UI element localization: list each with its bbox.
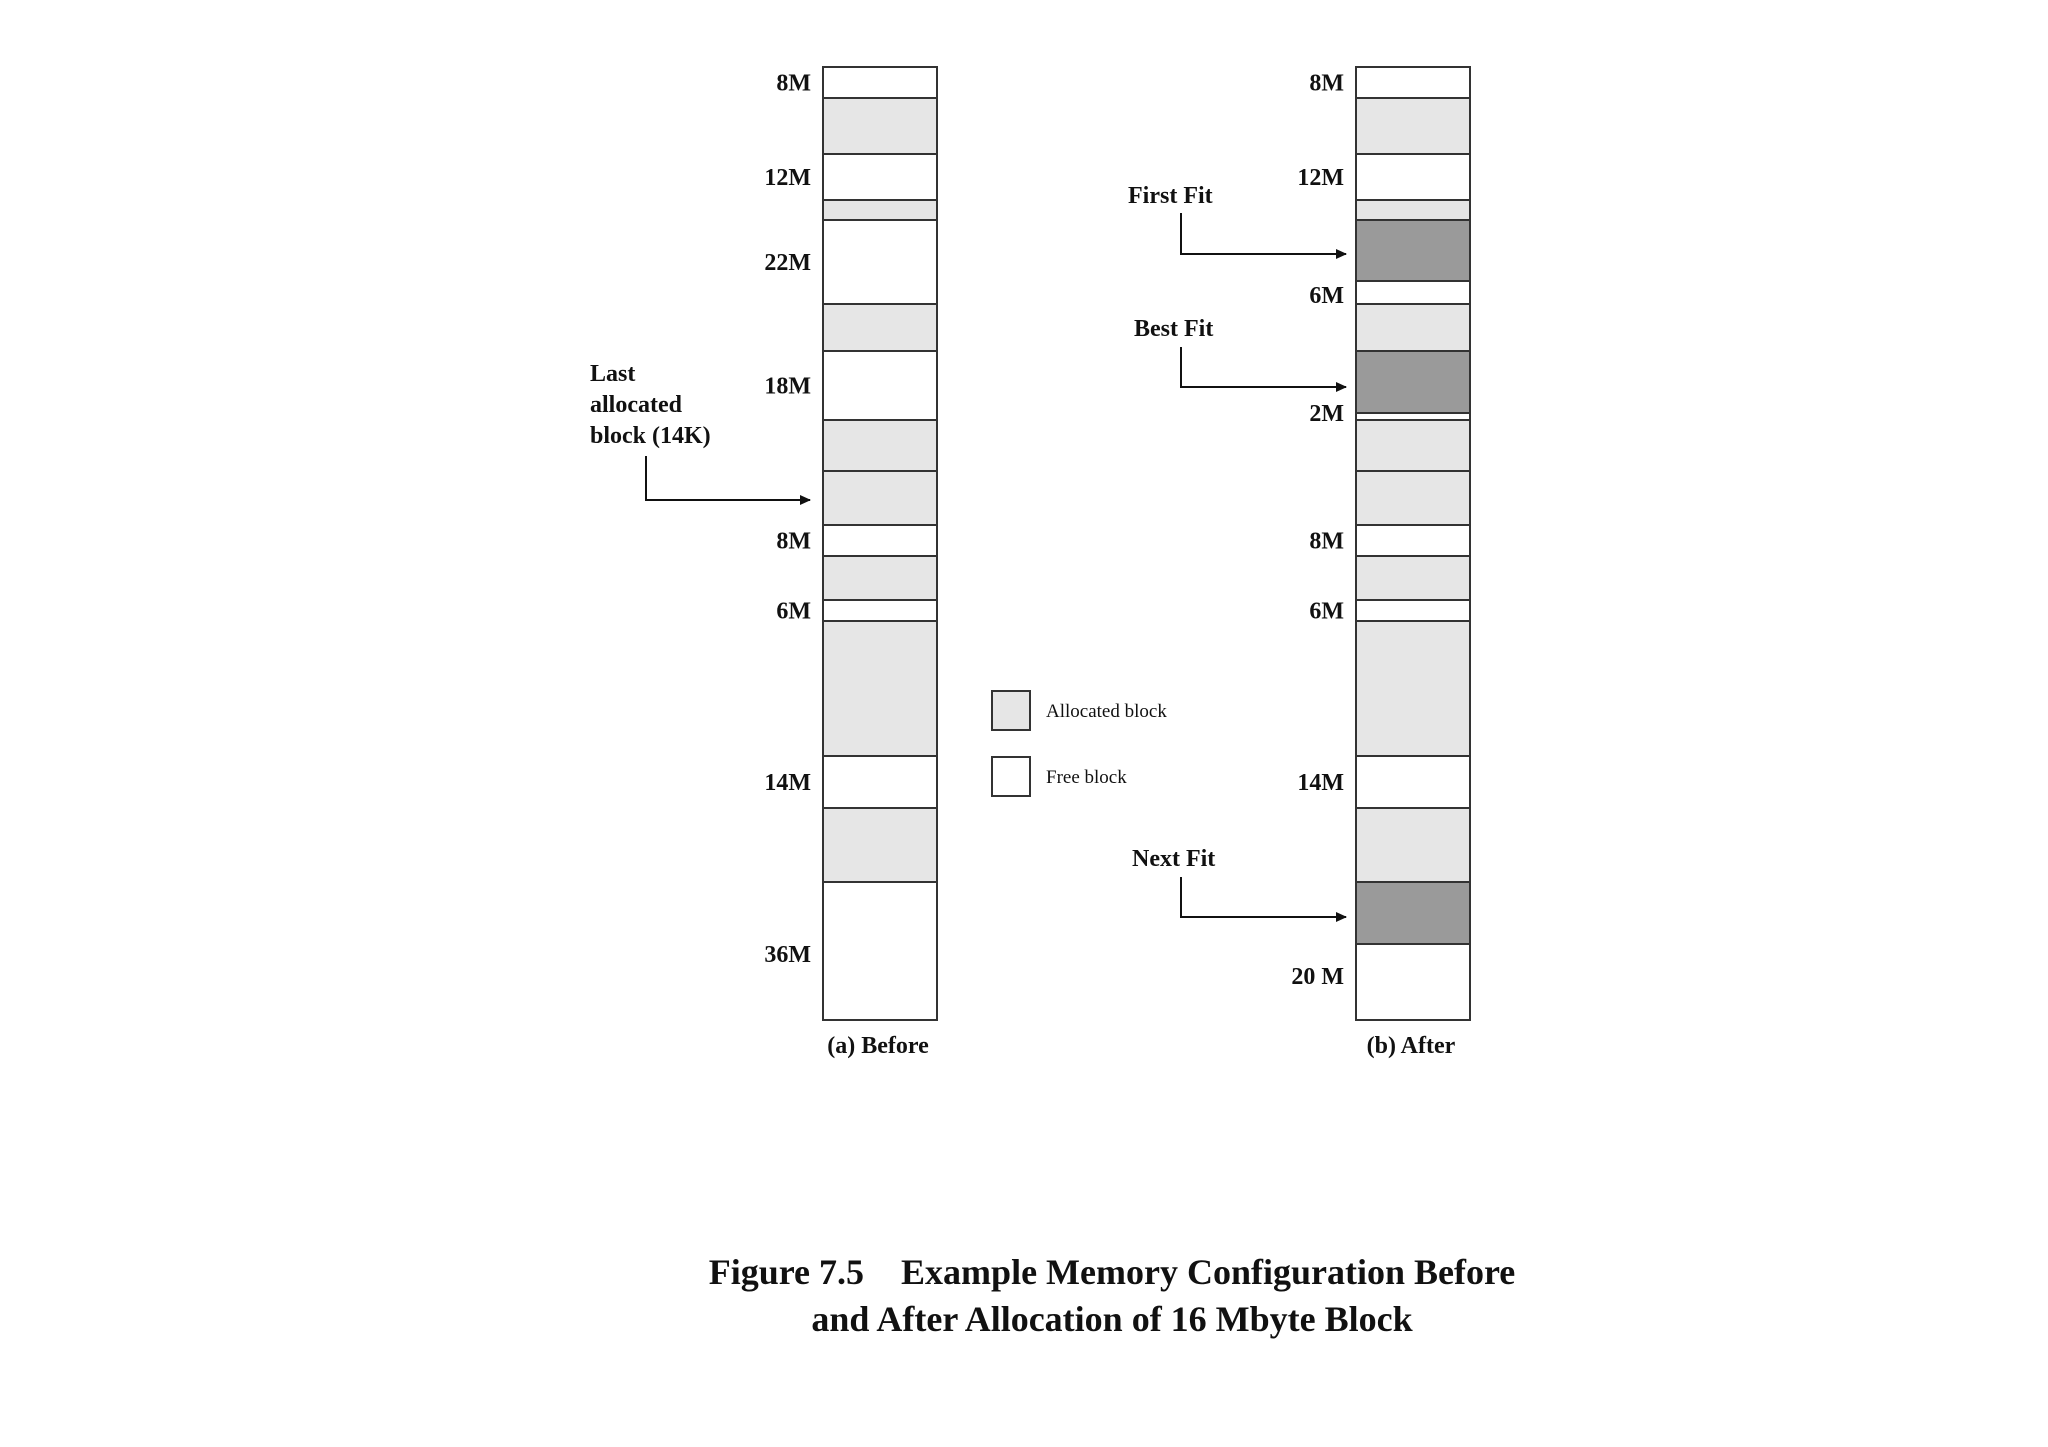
after-block-size-label-18: 20 M (1291, 964, 1344, 990)
figure-caption-line1 (709, 1252, 1516, 1292)
before-allocated-block-12 (823, 621, 937, 756)
after-free-block-0 (1356, 67, 1470, 98)
before-block-size-label-13: 14M (764, 770, 811, 796)
first-fit-label: First Fit (1128, 183, 1213, 209)
after-block-size-label-8: 2M (1309, 401, 1344, 427)
before-column-caption: (a) Before (827, 1033, 929, 1059)
before-block-size-label-0: 8M (776, 70, 811, 97)
legend-allocated-label: Allocated block (1046, 701, 1167, 722)
after-allocated-block-16 (1356, 808, 1470, 882)
next-fit-label: Next Fit (1132, 846, 1216, 872)
before-free-block-6 (823, 351, 937, 420)
after-free-block-18 (1356, 944, 1470, 1020)
after-allocated-block-6 (1356, 304, 1470, 351)
first-fit-arrow (1181, 213, 1346, 254)
best-fit-label: Best Fit (1134, 316, 1214, 342)
after-memory-column (1291, 67, 1470, 1020)
after-block-size-label-0: 8M (1309, 70, 1344, 97)
after-new-block-4 (1356, 220, 1470, 281)
before-free-block-11 (823, 600, 937, 621)
after-allocated-block-1 (1356, 98, 1470, 154)
after-allocated-block-10 (1356, 471, 1470, 525)
before-free-block-15 (823, 882, 937, 1020)
after-free-block-13 (1356, 600, 1470, 621)
before-free-block-4 (823, 220, 937, 304)
before-allocated-block-14 (823, 808, 937, 882)
before-block-size-label-15: 36M (764, 942, 811, 968)
before-block-size-label-11: 6M (776, 598, 811, 625)
after-new-block-7 (1356, 351, 1470, 413)
after-allocated-block-12 (1356, 556, 1470, 600)
after-column-caption: (b) After (1366, 1033, 1456, 1059)
after-free-block-2 (1356, 154, 1470, 200)
last-allocated-arrow (646, 456, 810, 500)
next-fit-callout (1132, 846, 1346, 917)
best-fit-callout (1134, 316, 1346, 387)
before-free-block-13 (823, 756, 937, 808)
after-new-block-17 (1356, 882, 1470, 944)
last-allocated-label-line3: block (14K) (590, 423, 711, 449)
before-allocated-block-7 (823, 420, 937, 471)
last-allocated-label-line1: Last (590, 361, 636, 387)
before-memory-column (764, 67, 937, 1020)
figure-number: Figure 7.5 (708, 1252, 865, 1292)
before-allocated-block-3 (823, 200, 937, 220)
before-block-size-label-6: 18M (764, 373, 811, 400)
after-allocated-block-3 (1356, 200, 1470, 220)
before-allocated-block-5 (823, 304, 937, 351)
before-block-size-label-4: 22M (764, 250, 811, 276)
before-allocated-block-8 (823, 471, 937, 525)
after-block-size-label-5: 6M (1309, 283, 1344, 309)
legend (992, 691, 1167, 796)
after-allocated-block-9 (1356, 420, 1470, 471)
before-block-size-label-9: 8M (776, 528, 811, 555)
before-block-size-label-2: 12M (764, 165, 811, 191)
after-free-block-8 (1356, 413, 1470, 420)
legend-allocated-swatch (992, 691, 1030, 730)
before-allocated-block-1 (823, 98, 937, 154)
figure-caption (709, 1252, 1516, 1339)
after-free-block-5 (1356, 281, 1470, 304)
after-block-size-label-15: 14M (1297, 770, 1344, 796)
after-free-block-15 (1356, 756, 1470, 808)
legend-free-label: Free block (1046, 767, 1127, 788)
before-free-block-2 (823, 154, 937, 200)
before-free-block-9 (823, 525, 937, 556)
next-fit-arrow (1181, 877, 1346, 917)
figure-caption-line2: and After Allocation of 16 Mbyte Block (811, 1299, 1413, 1339)
before-free-block-0 (823, 67, 937, 98)
after-block-size-label-2: 12M (1297, 165, 1344, 191)
last-allocated-label-line2: allocated (590, 392, 682, 418)
after-block-size-label-13: 6M (1309, 598, 1344, 625)
after-allocated-block-14 (1356, 621, 1470, 756)
figure-caption-title: Example Memory Configuration Before (901, 1252, 1516, 1292)
best-fit-arrow (1181, 347, 1346, 387)
after-free-block-11 (1356, 525, 1470, 556)
after-block-size-label-11: 8M (1309, 528, 1344, 555)
legend-free-swatch (992, 757, 1030, 796)
first-fit-callout (1128, 183, 1346, 254)
before-allocated-block-10 (823, 556, 937, 600)
